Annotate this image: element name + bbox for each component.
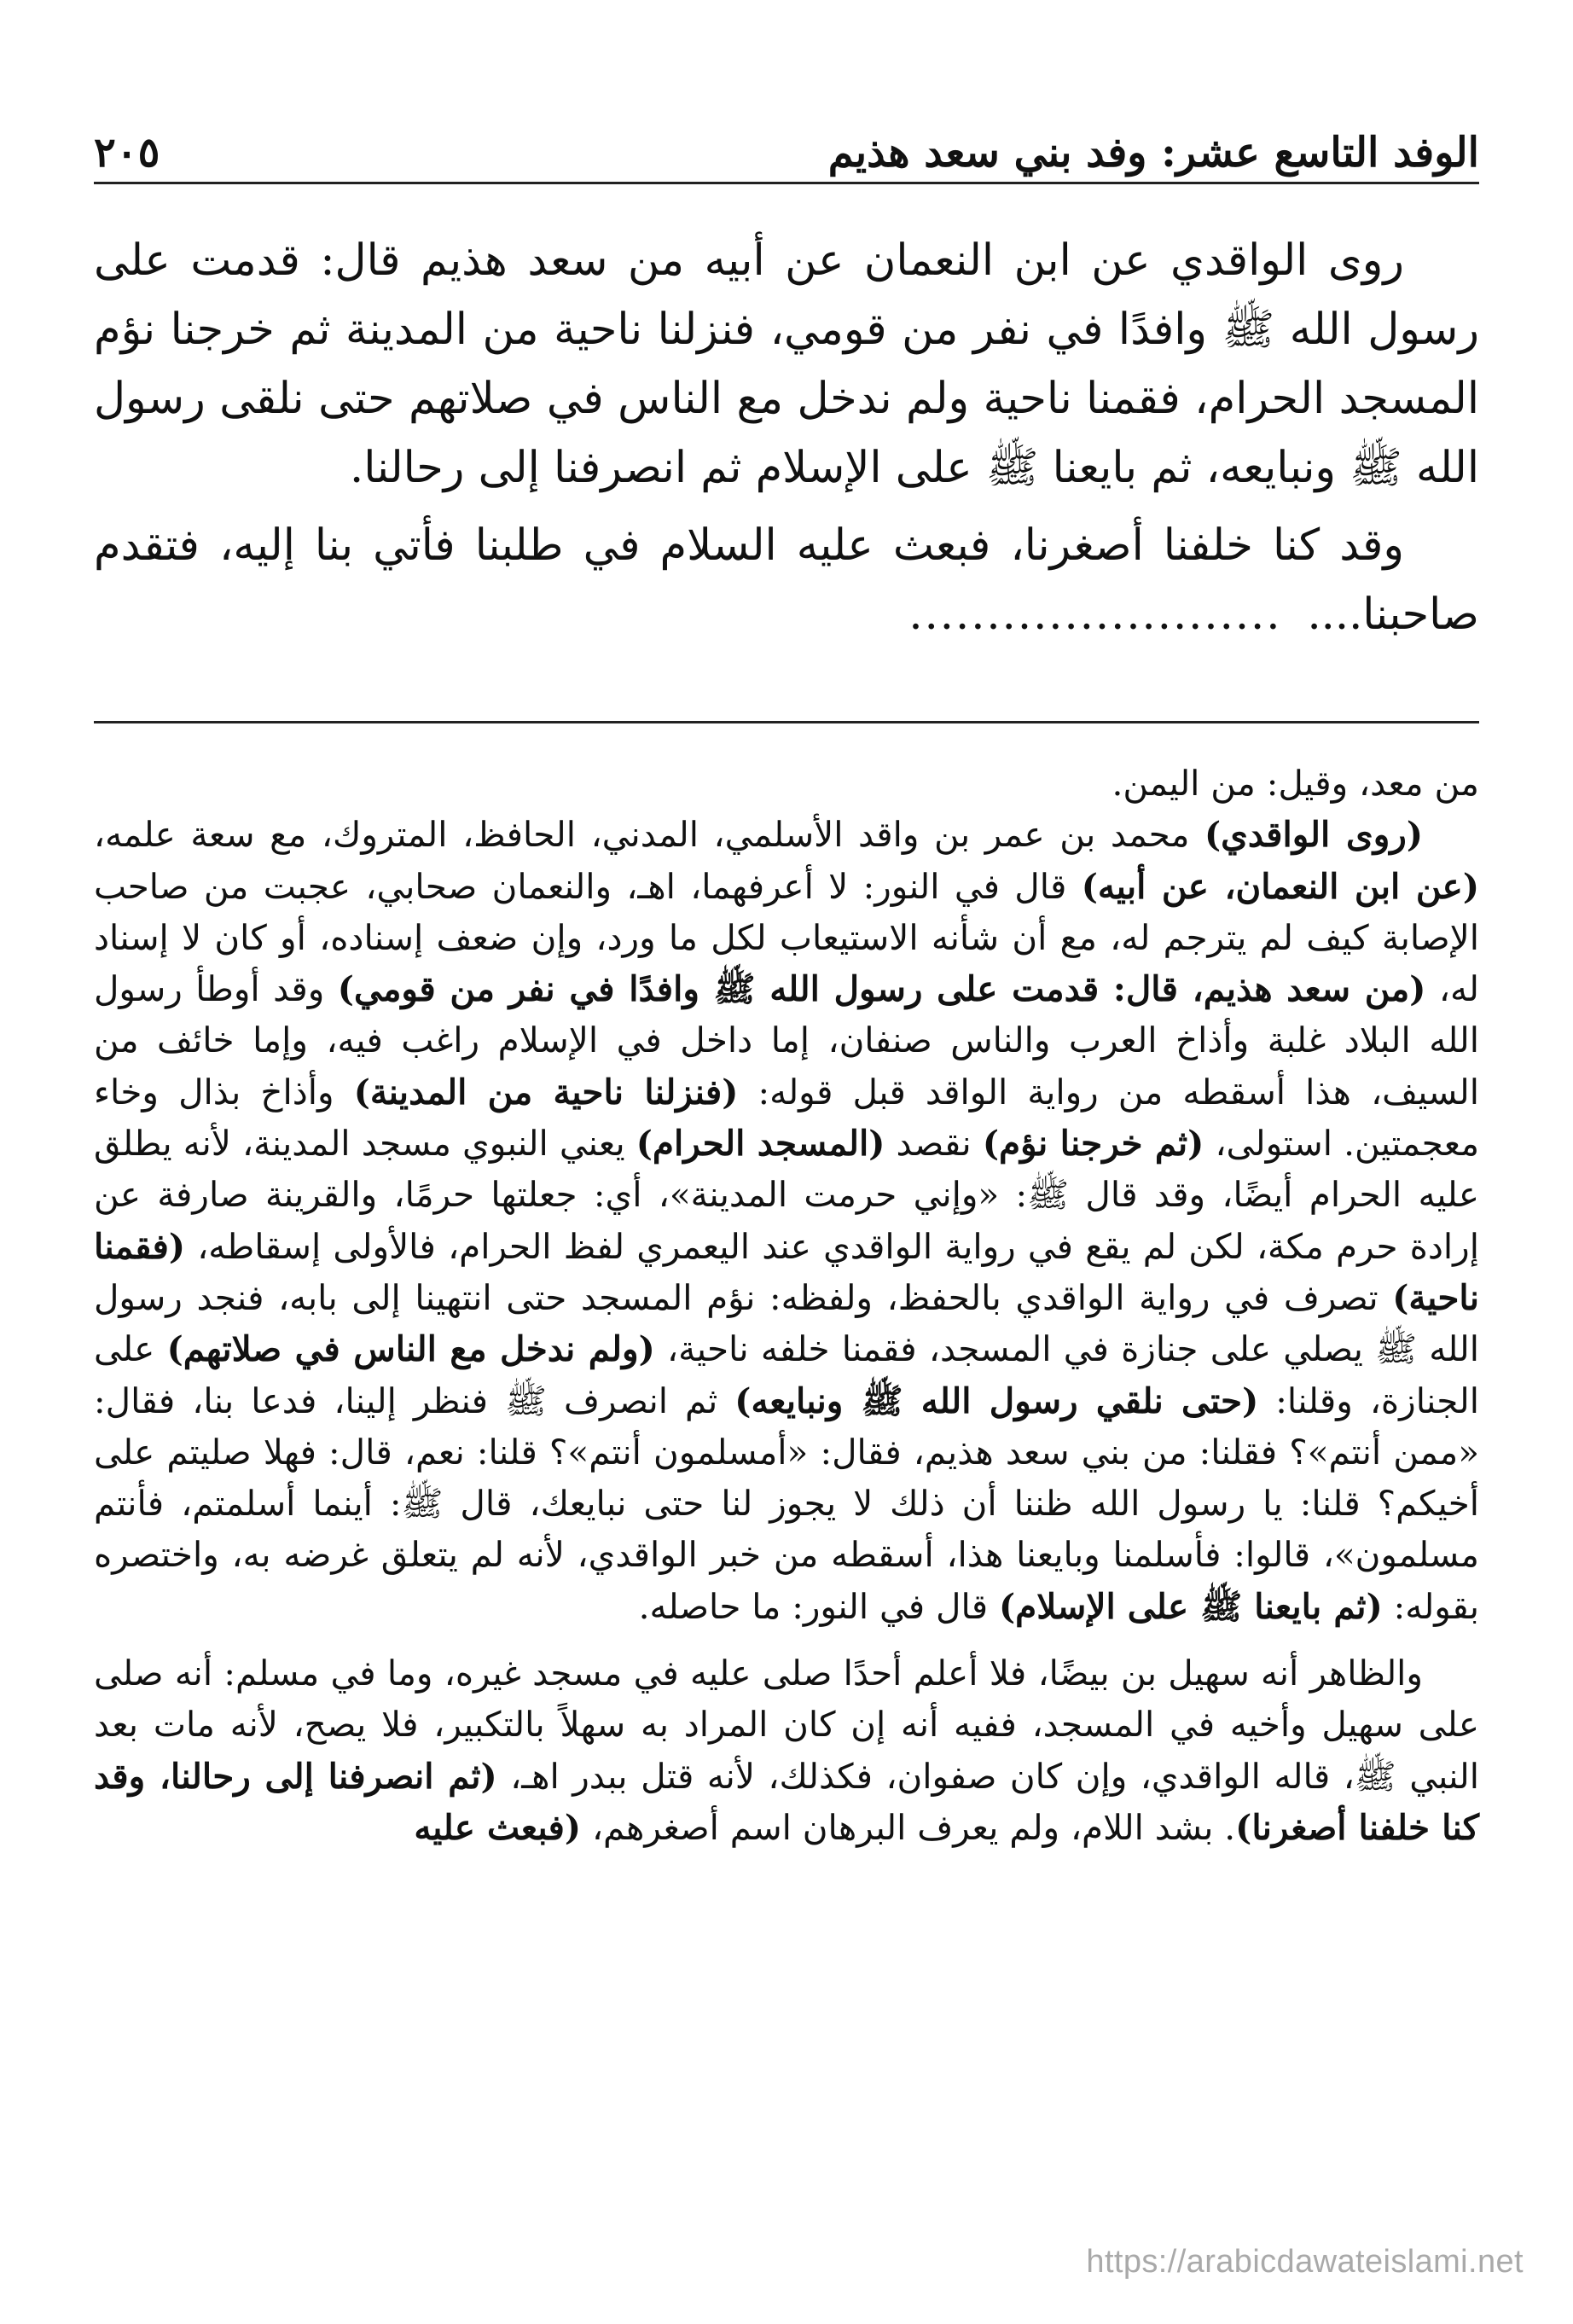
running-title: الوفد التاسع عشر: وفد بني سعد هذيم (827, 129, 1479, 177)
quoted-term: (عن ابن النعمان، عن أبيه) (1081, 865, 1479, 907)
quoted-term: (فبعث عليه (414, 1806, 582, 1848)
commentary-text: قال في النور: ما حاصله. (638, 1585, 1000, 1627)
quoted-term: (فقمنا ناحية) (94, 1225, 1479, 1318)
commentary-text: محمد بن عمر بن واقد الأسلمي، المدني، الحافظ، المتروك، مع سعة علمه، (94, 814, 1204, 856)
main-paragraph (94, 511, 1479, 649)
quoted-term: (فنزلنا ناحية من المدينة) (353, 1071, 739, 1113)
quoted-term: (ثم بايعنا ﷺ على الإسلام) (999, 1585, 1383, 1627)
commentary-line: من معد، وقيل: من اليمن. (1112, 763, 1479, 804)
quoted-term: (ولم ندخل مع الناس في صلاتهم) (166, 1328, 655, 1370)
main-text (94, 226, 1479, 649)
quoted-term: (المسجد الحرام) (636, 1123, 885, 1165)
main-paragraph-text: وقد كنا خلفنا أصغرنا، فبعث عليه السلام في طلبنا فأتي بنا إليه، فتقدم صاحبنا.... (94, 520, 1479, 640)
page-number: ٢٠٥ (94, 129, 160, 177)
commentary-paragraph (94, 1647, 1479, 1853)
commentary-text: نقصد (885, 1123, 983, 1165)
main-paragraph: روى الواقدي عن ابن النعمان عن أبيه من سعد هذيم قال: قدمت على رسول الله ﷺ وافدًا في نفر من قومي، فنزلنا ناحية من المدينة ثم خرجنا نؤم المسجد الحرام، فقمنا ناحية ولم ندخل مع الناس في صلاتهم حتى نلقى رسول الله ﷺ ونبايعه، ثم بايعنا ﷺ على الإسلام ثم انصرفنا إلى رحالنا. (94, 235, 1479, 493)
commentary-text: قال في النور: لا أعرفهما، اهـ، والنعمان صحابي، عجبت من صاحب الإصابة كيف لم يترجم له، مع أن شأنه الاستيعاب لكل ما ورد، وإن ضعف إسناده، أو كان لا إسناد له، (94, 865, 1479, 1010)
running-header (94, 96, 1479, 184)
quoted-term: (روى الواقدي) (1204, 814, 1424, 856)
commentary-text: يعني النبوي مسجد المدينة، لأنه يطلق عليه الحرام أيضًا، وقد قال ﷺ: «وإني حرمت المدينة»، أي: جعلتها حرمًا، والقرينة صارفة عن إرادة حرم مكة، لكن لم يقع في رواية الواقدي عند اليعمري لفظ الحرام، فالأولى إسقاطه، (94, 1123, 1479, 1267)
ellipsis-dots: ........................ (908, 590, 1282, 640)
commentary-section (94, 758, 1479, 1853)
commentary-text: وأذاخ بذال وخاء معجمتين. استولى، (94, 1071, 1480, 1165)
source-watermark: https://arabicdawateislami.net (1086, 2244, 1524, 2280)
commentary-text: . بشد اللام، ولم يعرف البرهان اسم أصغرهم، (581, 1806, 1236, 1848)
commentary-paragraph (94, 809, 1479, 1632)
quoted-term: (ثم خرجنا نؤم) (982, 1123, 1204, 1165)
commentary-text: وقد أوطأ رسول الله البلاد غلبة وأذاخ العرب والناس صنفان، إما داخل في الإسلام راغب فيه، وإما خائف من السيف، هذا أسقطه من رواية الواقد قبل قوله: (94, 968, 1480, 1113)
quoted-term: (من سعد هذيم، قال: قدمت على رسول الله ﷺ وافدًا في نفر من قومي) (337, 968, 1426, 1010)
footnote-divider (94, 721, 1479, 723)
commentary-text: تصرف في رواية الواقدي بالحفظ، ولفظه: نؤم المسجد حتى انتهينا إلى بابه، فنجد رسول الله ﷺ يصلي على جنازة في المسجد، فقمنا خلفه ناحية، (94, 1276, 1479, 1370)
quoted-term: (ثم انصرفنا إلى رحالنا، وقد كنا خلفنا أصغرنا) (94, 1755, 1479, 1848)
commentary-text: على الجنازة، وقلنا: (94, 1328, 1479, 1421)
quoted-term: (حتى نلقي رسول الله ﷺ ونبايعه) (734, 1380, 1259, 1421)
commentary-text: والظاهر أنه سهيل بن بيضًا، فلا أعلم أحدًا صلى عليه في مسجد غيره، وما في مسلم: أنه صلى على سهيل وأخيه في المسجد، ففيه أنه إن كان المراد به سهلاً بالتكبير، فلا يصح، لأنه مات بعد النبي ﷺ، قاله الواقدي، وإن كان صفوان، فكذلك، لأنه قتل ببدر اهـ، (94, 1653, 1479, 1797)
commentary-text: ثم انصرف ﷺ فنظر إلينا، فدعا بنا، فقال: «ممن أنتم»؟ فقلنا: من بني سعد هذيم، فقال: «أمسلمون أنتم»؟ قلنا: نعم، قال: فهلا صليتم على أخيكم؟ قلنا: يا رسول الله ظننا أن ذلك لا يجوز لنا حتى نبايعك، قال ﷺ: أينما أسلمتم، فأنتم مسلمون»، قالوا: فأسلمنا وبايعنا هذا، أسقطه من خبر الواقدي، لأنه لم يتعلق غرضه به، واختصره بقوله: (94, 1380, 1479, 1627)
